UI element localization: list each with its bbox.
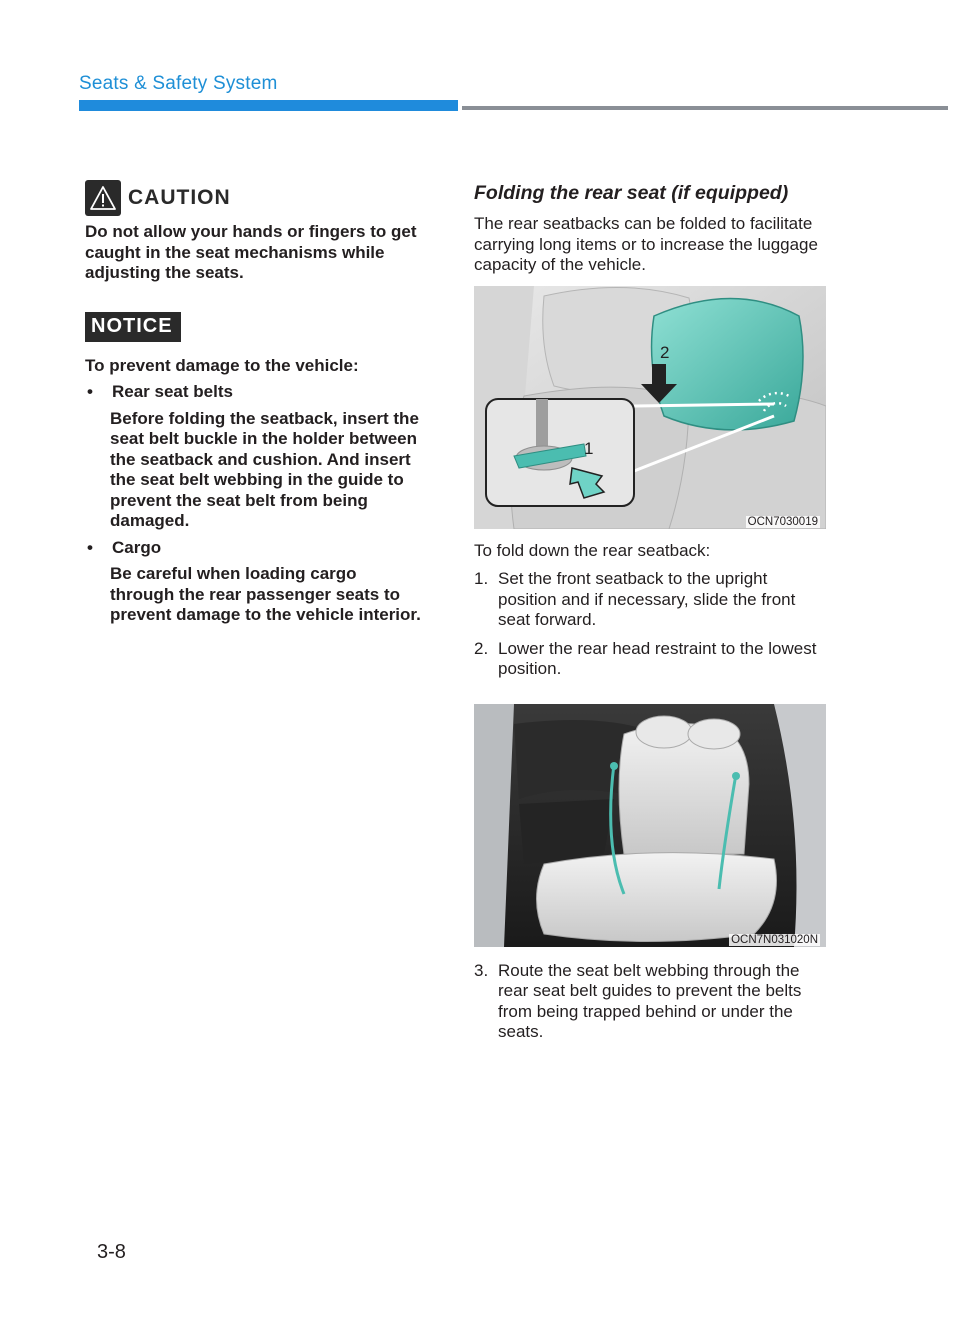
page-number: 3-8 — [97, 1241, 126, 1263]
caution-label: CAUTION — [128, 186, 231, 209]
header-rule-gray — [462, 106, 948, 110]
step-text: Route the seat belt webbing through the rear seat belt guides to prevent the belts from being trapped behind or under the seats. — [498, 960, 802, 1041]
right-column — [474, 180, 826, 1043]
warning-triangle-icon — [85, 180, 121, 216]
notice-item-title: Cargo — [112, 537, 162, 557]
step-number: 3. — [474, 960, 489, 980]
steps-intro: To fold down the rear seatback: — [474, 540, 711, 560]
step-number: 1. — [474, 569, 489, 588]
head-restraint-figure — [474, 286, 826, 529]
notice-label: NOTICE — [85, 312, 181, 342]
section-header-title: Seats & Safety System — [79, 73, 278, 94]
caution-heading — [85, 180, 425, 216]
notice-item-body: Be careful when loading cargo through the rear passenger seats to prevent damage to the vehicle interior. — [110, 564, 421, 624]
callout-label-2: 2 — [660, 342, 670, 362]
notice-item-rear-seat-belts — [85, 382, 425, 403]
notice-item-body: Before folding the seatback, insert the seat belt buckle in the holder between the seatback and cushion. And insert the seat belt webbing in the guide to prevent the seat belt from being damaged. — [110, 408, 419, 530]
figure-code: OCN7030019 — [747, 515, 818, 528]
notice-intro: To prevent damage to the vehicle: — [85, 355, 359, 375]
step-3 — [474, 961, 826, 1043]
rear-seat-figure — [474, 704, 826, 947]
bullet-icon: • — [87, 537, 93, 557]
step-1 — [474, 569, 826, 631]
header-rule-blue — [79, 100, 458, 111]
folding-intro: The rear seatbacks can be folded to facilitate carrying long items or to increase the luggage capacity of the vehicle. — [474, 214, 818, 274]
head-restraint-illustration — [474, 286, 826, 529]
step-text: Lower the rear head restraint to the lowest position. — [498, 638, 817, 678]
figure-code: OCN7N031020N — [731, 933, 818, 946]
section-title: Folding the rear seat (if equipped) — [474, 182, 789, 204]
step-number: 2. — [474, 638, 489, 658]
rear-seat-photo — [474, 704, 826, 947]
left-column — [85, 180, 425, 626]
notice-item-cargo — [85, 538, 425, 559]
notice-item-title: Rear seat belts — [112, 382, 233, 401]
step-text: Set the front seatback to the upright position and if necessary, slide the front seat forward. — [498, 569, 796, 629]
bullet-icon: • — [87, 382, 93, 401]
callout-label-1: 1 — [584, 438, 594, 458]
step-2 — [474, 639, 826, 680]
caution-text: Do not allow your hands or fingers to get caught in the seat mechanisms while adjusting the seats. — [85, 222, 417, 282]
